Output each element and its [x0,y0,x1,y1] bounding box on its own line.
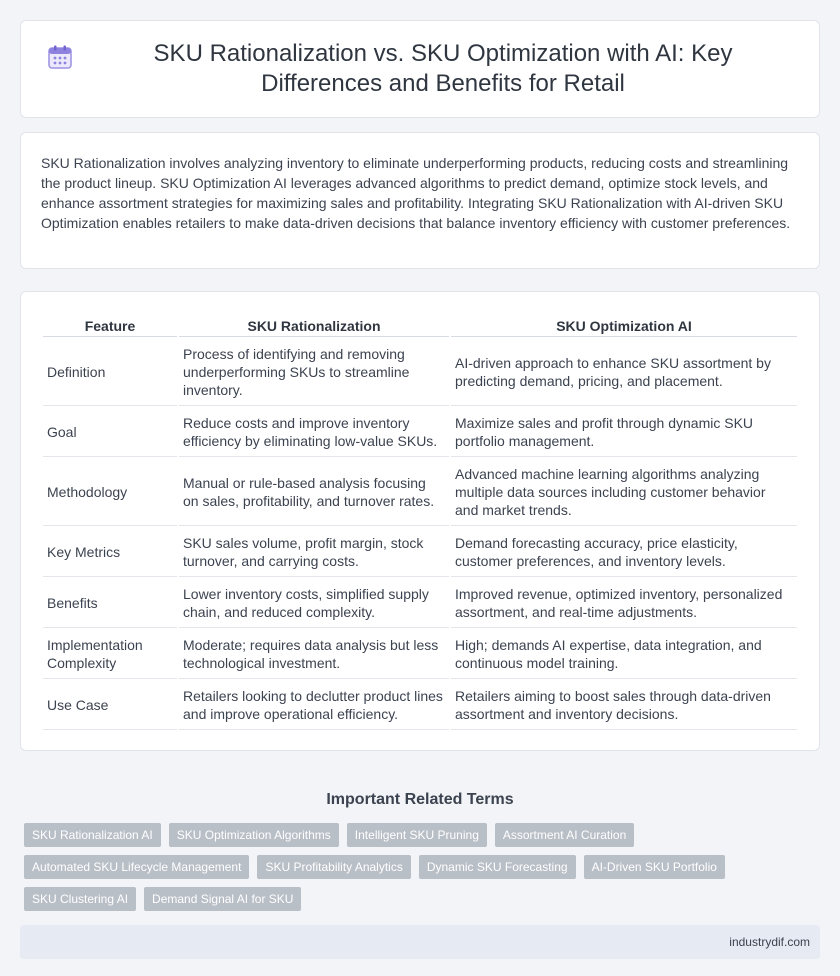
related-terms-section [0,791,840,911]
feature-cell: Key Metrics [43,528,177,577]
rationalization-cell: Lower inventory costs, simplified supply chain, and reduced complexity. [179,579,449,628]
table-row [43,459,797,526]
intro-card [20,132,820,269]
optimization-cell: Maximize sales and profit through dynamic SKU portfolio management. [451,408,797,457]
feature-cell: Implementation Complexity [43,630,177,679]
feature-cell: Goal [43,408,177,457]
table-header-row [43,314,797,337]
table-row [43,630,797,679]
header-optimization: SKU Optimization AI [451,314,797,337]
rationalization-cell: Retailers looking to declutter product lines and improve operational efficiency. [179,681,449,730]
optimization-cell: Demand forecasting accuracy, price elasticity, customer preferences, and inventory levels. [451,528,797,577]
optimization-cell: Advanced machine learning algorithms analyzing multiple data sources including customer behavior and market trends. [451,459,797,526]
footer-site-link[interactable]: industrydif.com [729,935,810,949]
title-card [20,20,820,118]
page-title: SKU Rationalization vs. SKU Optimization with AI: Key Differences and Benefits for Retail [153,40,733,97]
feature-cell: Use Case [43,681,177,730]
related-terms-title: Important Related Terms [326,791,514,808]
related-tag[interactable]: SKU Profitability Analytics [257,855,410,879]
related-tag[interactable]: Dynamic SKU Forecasting [419,855,576,879]
table-row [43,408,797,457]
related-tag[interactable]: Intelligent SKU Pruning [347,823,487,847]
related-tag[interactable]: AI-Driven SKU Portfolio [584,855,725,879]
related-tag[interactable]: Automated SKU Lifecycle Management [24,855,249,879]
feature-cell: Definition [43,339,177,406]
optimization-cell: AI-driven approach to enhance SKU assortment by predicting demand, pricing, and placement. [451,339,797,406]
comparison-card [20,291,820,751]
related-tag[interactable]: SKU Optimization Algorithms [169,823,339,847]
table-row [43,579,797,628]
rationalization-cell: SKU sales volume, profit margin, stock turnover, and carrying costs. [179,528,449,577]
related-tags [24,823,816,911]
feature-cell: Methodology [43,459,177,526]
related-tag[interactable]: Demand Signal AI for SKU [144,887,301,911]
header-rationalization: SKU Rationalization [179,314,449,337]
table-row [43,681,797,730]
related-tag[interactable]: SKU Rationalization AI [24,823,161,847]
related-tag[interactable]: SKU Clustering AI [24,887,136,911]
optimization-cell: Improved revenue, optimized inventory, personalized assortment, and real-time adjustments. [451,579,797,628]
footer [20,925,820,959]
related-tag[interactable]: Assortment AI Curation [495,823,634,847]
rationalization-cell: Process of identifying and removing underperforming SKUs to streamline inventory. [179,339,449,406]
rationalization-cell: Reduce costs and improve inventory efficiency by eliminating low-value SKUs. [179,408,449,457]
table-row [43,528,797,577]
calendar-icon [47,44,73,70]
header-feature: Feature [43,314,177,337]
optimization-cell: High; demands AI expertise, data integration, and continuous model training. [451,630,797,679]
rationalization-cell: Moderate; requires data analysis but less technological investment. [179,630,449,679]
feature-cell: Benefits [43,579,177,628]
comparison-table [41,312,799,732]
intro-paragraph: SKU Rationalization involves analyzing inventory to eliminate underperforming products, reducing costs and streamlining the product lineup. SKU Optimization AI leverages advanced algorithms to predict demand, optimize stock levels, and enhance assortment strategies for maximizing sales and profitability. Integrating SKU Rationalization with AI-driven SKU Optimization enables retailers to make data-driven decisions that balance inventory efficiency with customer preferences. [41,155,791,231]
table-row [43,339,797,406]
rationalization-cell: Manual or rule-based analysis focusing on sales, profitability, and turnover rates. [179,459,449,526]
optimization-cell: Retailers aiming to boost sales through data-driven assortment and inventory decisions. [451,681,797,730]
